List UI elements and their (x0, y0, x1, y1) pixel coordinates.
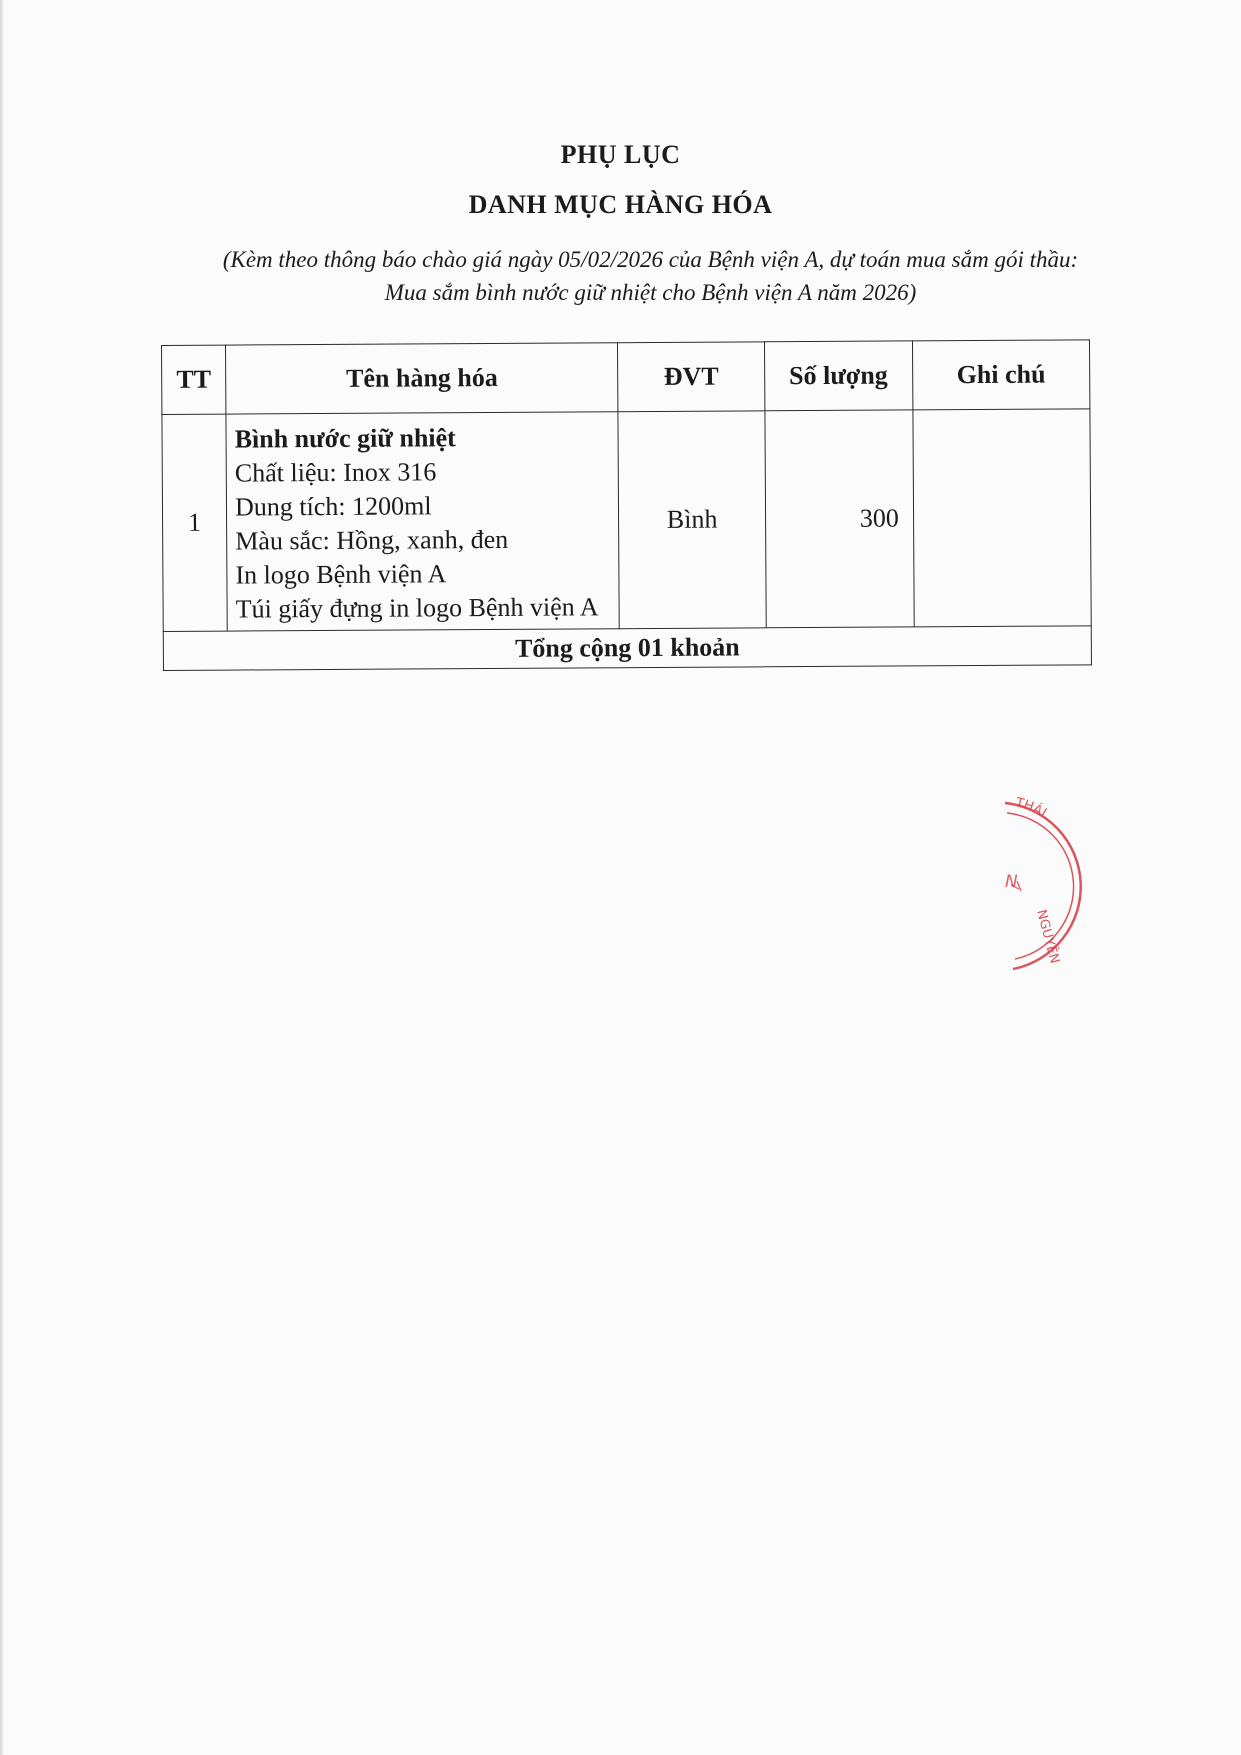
row-unit: Bình (618, 411, 765, 629)
item-spec-bag: Túi giấy đựng in logo Bệnh viện A (235, 592, 599, 624)
row-note (913, 409, 1092, 627)
appendix-title: PHỤ LỤC (560, 140, 681, 169)
total-cell: Tổng cộng 01 khoản (163, 626, 1091, 671)
table-header-row (162, 340, 1090, 415)
goods-list-title: DANH MỤC HÀNG HÓA (468, 190, 773, 219)
table-row (162, 409, 1091, 632)
item-spec-material: Chất liệu: Inox 316 (234, 457, 437, 488)
seal-text-center: N (1005, 872, 1018, 892)
header-qty: Số lượng (764, 341, 913, 411)
item-name: Bình nước giữ nhiệt (234, 423, 456, 454)
row-name (226, 412, 620, 631)
row-tt: 1 (162, 414, 227, 631)
row-qty: 300 (765, 410, 914, 628)
subtitle-line-2: Mua sắm bình nước giữ nhiệt cho Bệnh viện A năm 2026) (384, 280, 917, 305)
goods-table (161, 339, 1092, 671)
header-name: Tên hàng hóa (226, 343, 619, 414)
header-tt: TT (162, 345, 226, 414)
header-unit: ĐVT (618, 342, 765, 412)
scan-edge (0, 0, 4, 1755)
header-note: Ghi chú (912, 340, 1090, 410)
item-spec-capacity: Dung tích: 1200ml (234, 491, 432, 522)
item-spec-colors: Màu sắc: Hồng, xanh, đen (235, 524, 509, 556)
item-spec-logo: In logo Bệnh viện A (235, 559, 447, 590)
subtitle-line-1: (Kèm theo thông báo chào giá ngày 05/02/2026 của Bệnh viện A, dự toán mua sắm gói thầu: (222, 247, 1079, 272)
table-total-row (163, 626, 1091, 671)
seal-text-side: NGUYÊN (1033, 908, 1062, 966)
red-seal-stamp (985, 795, 1095, 975)
seal-text-top: THÁI (1014, 795, 1049, 821)
